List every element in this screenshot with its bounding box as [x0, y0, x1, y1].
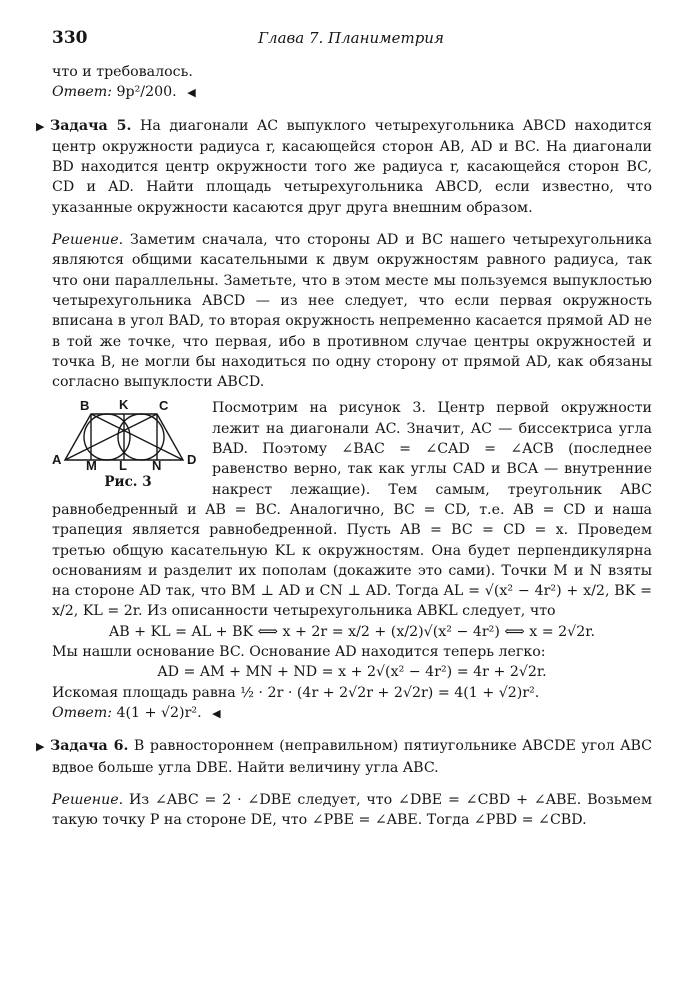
solution-5-paragraph-2: Посмотрим на рисунок 3. Центр первой окружности лежит на диагонали AC. Значит, AC — биссектриса угла BAD. Поэтому ∠BAC = ∠CAD = ∠ACB (последнее равенство верно, так как углы CAD и BCA — внутренние накрест лежащие). Тем самым, треугольник ABC равнобедренный и AB = BC. Аналогично, BC = CD, т.е. AB = CD и наша трапеция является равнобедренной. Пусть AB = BC = CD = x. Проведем третью общую касательную KL к окружностям. Она будет перпендикулярна основаниям и разделит их пополам (докажите это сами). Точки M и N взяты на стороне AD так, что BM ⊥ AD и CN ⊥ AD. Тогда AL = √(x² − 4r²) + x/2, BK = x/2, KL = 2r. Из описанности четырехугольника ABKL следует, что [52, 400, 652, 620]
page-number: 330 [52, 28, 88, 48]
solution-5-paragraph-1 [52, 230, 652, 392]
task-5 [36, 116, 653, 218]
page-content [36, 62, 653, 830]
equation-1: AB + KL = AL + BK ⟺ x + 2r = x/2 + (x/2)√(x² − 4r²) ⟺ x = 2√2r. [109, 623, 595, 640]
label-c: C [159, 398, 169, 414]
end-mark-icon: ◀ [212, 706, 221, 720]
solution-5-paragraph-4: Искомая площадь равна ½ · 2r · (4r + 2√2r + 2√2r) = 4(1 + √2)r². [52, 684, 540, 701]
task-marker-icon: ▶ [36, 119, 45, 133]
figure-3 [52, 398, 204, 492]
solution-text: Из ∠ABC = 2 · ∠DBE следует, что ∠DBE = ∠CBD + ∠ABE. Возьмем такую точку P на стороне DE, что ∠PBE = ∠ABE. Тогда ∠PBD = ∠CBD. [52, 791, 652, 829]
trapezoid-diagram [52, 398, 204, 470]
chapter-title: Глава 7. Планиметрия [258, 29, 444, 47]
solution-6 [52, 790, 652, 831]
label-a: A [52, 452, 62, 468]
solution-5-answer [52, 703, 652, 724]
task-title: Задача 5. [50, 117, 132, 134]
label-n: N [152, 458, 162, 471]
label-m: M [86, 458, 97, 471]
end-mark-icon: ◀ [187, 86, 196, 100]
solution-label: Решение. [52, 232, 124, 249]
solution-label: Решение. [52, 791, 124, 808]
label-k: K [119, 398, 129, 413]
label-d: D [187, 452, 197, 468]
task-marker-icon: ▶ [36, 740, 45, 754]
answer-value: 4(1 + √2)r². [116, 704, 202, 721]
label-b: B [80, 398, 90, 414]
task-text: В равностороннем (неправильном) пятиугольнике ABCDE угол ABC вдвое больше угла DBE. Найти величину угла ABC. [52, 738, 652, 776]
task-title: Задача 6. [50, 738, 129, 755]
equation-2: AD = AM + MN + ND = x + 2√(x² − 4r²) = 4r + 2√2r. [157, 664, 547, 681]
answer-label: Ответ: [52, 84, 112, 101]
solution-text: Заметим сначала, что стороны AD и BC нашего четырехугольника являются общими касательными к двум окружностям равного радиуса, так что они параллельны. Заметьте, что в этом месте мы пользуемся выпуклостью четырехугольника ABCD — из нее следует, что если первая окружность вписана в угол BAD, то вторая окружность непременно касается прямой AD не в той же точке, что первая, ибо в противном случае центры окружностей и точка B, не могли бы находиться по одну сторону от прямой AD, как обязаны согласно выпуклости ABCD. [52, 232, 652, 391]
previous-answer [52, 82, 652, 103]
task-text: На диагонали AC выпуклого четырехугольника ABCD находится центр окружности радиуса r, касающейся сторон AB, AD и BC. На диагонали BD находится центр окружности того же радиуса r, касающейся сторон BC, CD и AD. Найти площадь четырехугольника ABCD, если известно, что указанные окружности касаются друг друга внешним образом. [52, 117, 653, 216]
answer-label: Ответ: [52, 704, 112, 721]
page-header [52, 28, 650, 52]
previous-solution-end: что и требовалось. [52, 64, 193, 80]
task-6 [36, 736, 652, 778]
solution-5-paragraph-3: Мы нашли основание BC. Основание AD находится теперь легко: [52, 644, 546, 661]
figure-caption: Рис. 3 [104, 474, 152, 491]
answer-value: 9p²/200. [116, 84, 177, 101]
label-l: L [119, 458, 127, 471]
